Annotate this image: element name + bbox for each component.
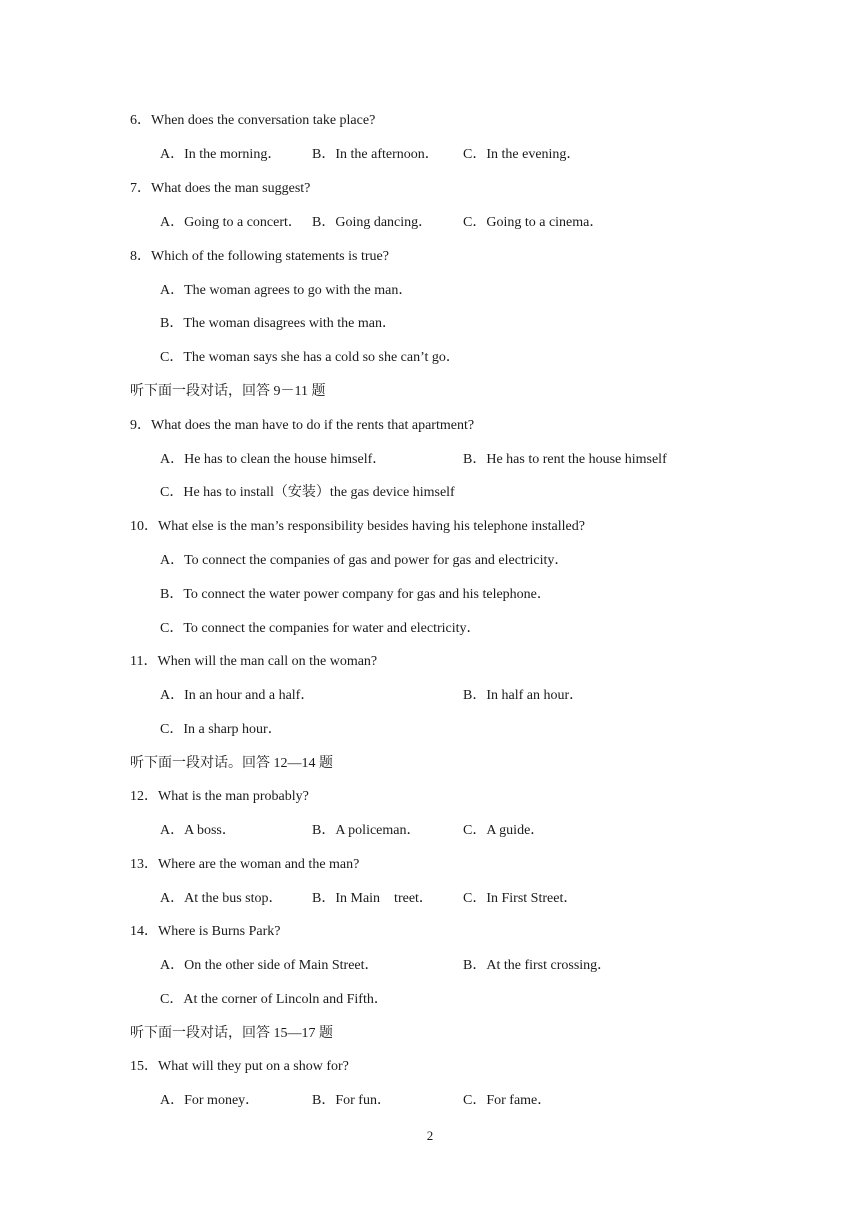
question-stem: 8．Which of the following statements is true? <box>130 249 389 264</box>
option-c: C．A guide． <box>463 823 545 838</box>
question-stem: 13．Where are the woman and the man? <box>130 857 360 872</box>
option-row <box>160 814 720 848</box>
option-a: A．In an hour and a half． <box>160 688 315 703</box>
option-c: C．To connect the companies for water and electricity． <box>160 621 481 636</box>
section-heading: 听下面一段对话，回答 9－11 题 <box>130 384 326 399</box>
option-a: A．To connect the companies of gas and power for gas and electricity． <box>160 553 569 568</box>
option-a: A．Going to a concert． <box>160 215 302 230</box>
option-b: B．The woman disagrees with the man． <box>160 316 397 331</box>
page-number: 2 <box>426 1128 434 1143</box>
option-c: C．In the evening． <box>463 147 581 162</box>
option-a: A．For money． <box>160 1093 260 1108</box>
question-stem: 11．When will the man call on the woman? <box>130 654 378 669</box>
option-b: B．To connect the water power company for gas and his telephone． <box>160 587 551 602</box>
question-stem: 9．What does the man have to do if the rents that apartment? <box>130 418 475 433</box>
option-a: A．A boss． <box>160 823 236 838</box>
option-b: B．In Main treet． <box>312 891 433 906</box>
option-row <box>160 443 720 477</box>
question-stem: 7．What does the man suggest? <box>130 181 311 196</box>
option-b: B．In the afternoon． <box>312 147 439 162</box>
option-b: B．For fun． <box>312 1093 391 1108</box>
option-a: A．The woman agrees to go with the man． <box>160 283 413 298</box>
question-stem: 10．What else is the man’s responsibility besides having his telephone installed? <box>130 519 585 534</box>
option-c: C．In First Street． <box>463 891 578 906</box>
option-row <box>160 882 720 916</box>
option-row <box>160 1084 720 1118</box>
question-stem: 6．When does the conversation take place? <box>130 113 376 128</box>
option-row <box>160 206 720 240</box>
option-b: B．He has to rent the house himself <box>463 452 667 467</box>
option-a: A．In the morning． <box>160 147 282 162</box>
option-row <box>160 679 720 713</box>
option-a: A．At the bus stop． <box>160 891 283 906</box>
question-stem: 14．Where is Burns Park? <box>130 924 281 939</box>
option-c: C．For fame． <box>463 1093 552 1108</box>
section-heading: 听下面一段对话。回答 12—14 题 <box>130 756 333 771</box>
option-row <box>160 138 720 172</box>
option-b: B．At the first crossing． <box>463 958 612 973</box>
option-a: A．On the other side of Main Street． <box>160 958 379 973</box>
question-stem: 12．What is the man probably? <box>130 789 309 804</box>
option-b: B．A policeman． <box>312 823 421 838</box>
option-c: C．The woman says she has a cold so she can’t go． <box>160 350 460 365</box>
option-a: A．He has to clean the house himself． <box>160 452 387 467</box>
option-c: C．In a sharp hour． <box>160 722 282 737</box>
option-b: B．In half an hour． <box>463 688 584 703</box>
section-heading: 听下面一段对话，回答 15—17 题 <box>130 1026 333 1041</box>
option-b: B．Going dancing． <box>312 215 433 230</box>
option-c: C．At the corner of Lincoln and Fifth． <box>160 992 388 1007</box>
option-row <box>160 949 720 983</box>
option-c: C．He has to install（安装）the gas device himself <box>160 485 455 500</box>
question-stem: 15．What will they put on a show for? <box>130 1059 349 1074</box>
option-c: C．Going to a cinema． <box>463 215 604 230</box>
